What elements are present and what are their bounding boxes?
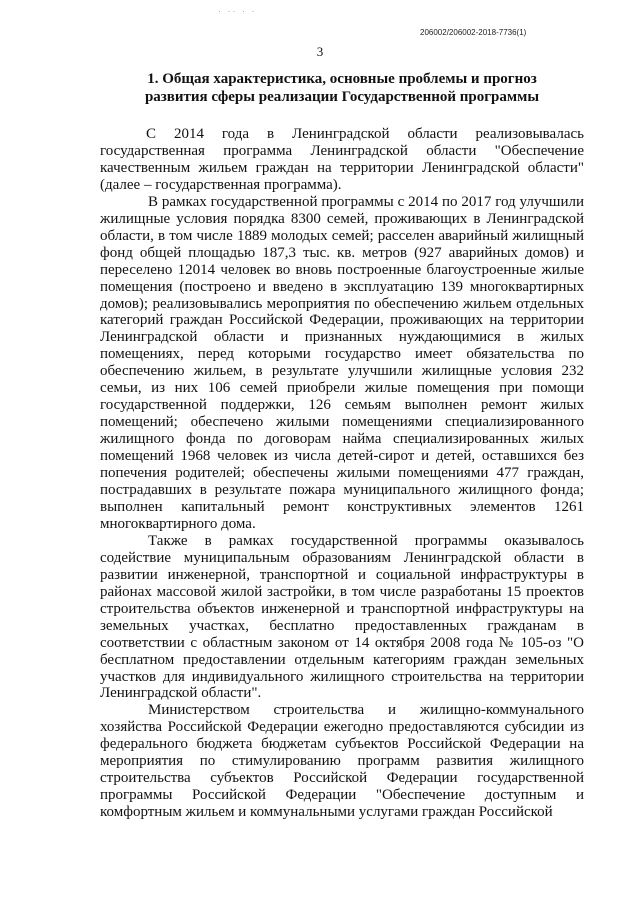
paragraph-4: Министерством строительства и жилищно-коммунального хозяйства Российской Федерации ежегодно предоставляются субсидии из федерального бюджета бюджетам субъектов Российской Федерации на мероприятия по стимулированию программ развития жилищного строительства субъектов Российской Федерации государственной программы Российской Федерации "Обеспечение доступным и комфортным жильем и коммунальными услугами граждан Российской — [100, 702, 584, 821]
paragraph-1: С 2014 года в Ленинградской области реализовывалась государственная программа Ленинградской области "Обеспечение качественным жильем граждан на территории Ленинградской области" (далее – государственная программа). — [100, 126, 584, 193]
paragraph-2: В рамках государственной программы с 2014 по 2017 год улучшили жилищные условия порядка 8300 семей, проживающих в Ленинградской области, в том числе 1889 молодых семей; расселен аварийный жилищный фонд общей площадью 187,3 тыс. кв. метров (927 аварийных домов) и переселено 12014 человек во вновь построенные благоустроенные жилые помещения (построено и введено в эксплуатацию 139 многоквартирных домов); реализовывались мероприятия по обеспечению жильем отдельных категорий граждан Российской Федерации, проживающих на территории Ленинградской области и признанных нуждающимися в жилых помещениях, перед которыми государство имеет обязательства по обеспечению жильем, в результате улучшили жилищные условия 232 семьи, из них 106 семей приобрели жилые помещения при помощи государственной поддержки, 126 семьям выполнен ремонт жилых помещений; обеспечено жилыми помещениями специализированного жилищного фонда по договорам найма специализированных жилых помещений 1968 человек из числа детей-сирот и детей, оставшихся без попечения родителей; обеспечены жилыми помещениями 477 граждан, пострадавших в результате пожара муниципального жилищного фонда; выполнен капитальный ремонт конструктивных элементов 1261 многоквартирного дома. — [100, 193, 584, 532]
body-text — [100, 126, 584, 821]
document-id: 206002/206002-2018-7736(1) — [420, 28, 527, 37]
scan-artifact: · ·· · · — [218, 6, 257, 16]
paragraph-3: Также в рамках государственной программы оказывалось содействие муниципальным образованиям Ленинградской области в развитии инженерной, транспортной и социальной инфраструктуры в районах массовой жилой застройки, в том числе разработаны 15 проектов строительства объектов инженерной и транспортной инфраструктуры на земельных участках, бесплатно предоставленных гражданам в соответствии с областным законом от 14 октября 2008 года № 105-оз "О бесплатном предоставлении отдельным категориям граждан земельных участков для индивидуального жилищного строительства на территории Ленинградской области". — [100, 532, 584, 702]
page-number: 3 — [316, 44, 324, 59]
section-title-line-2: развития сферы реализации Государственной программы — [144, 89, 540, 105]
section-title — [100, 70, 584, 106]
section-title-line-1: 1. Общая характеристика, основные проблемы и прогноз — [147, 71, 537, 87]
